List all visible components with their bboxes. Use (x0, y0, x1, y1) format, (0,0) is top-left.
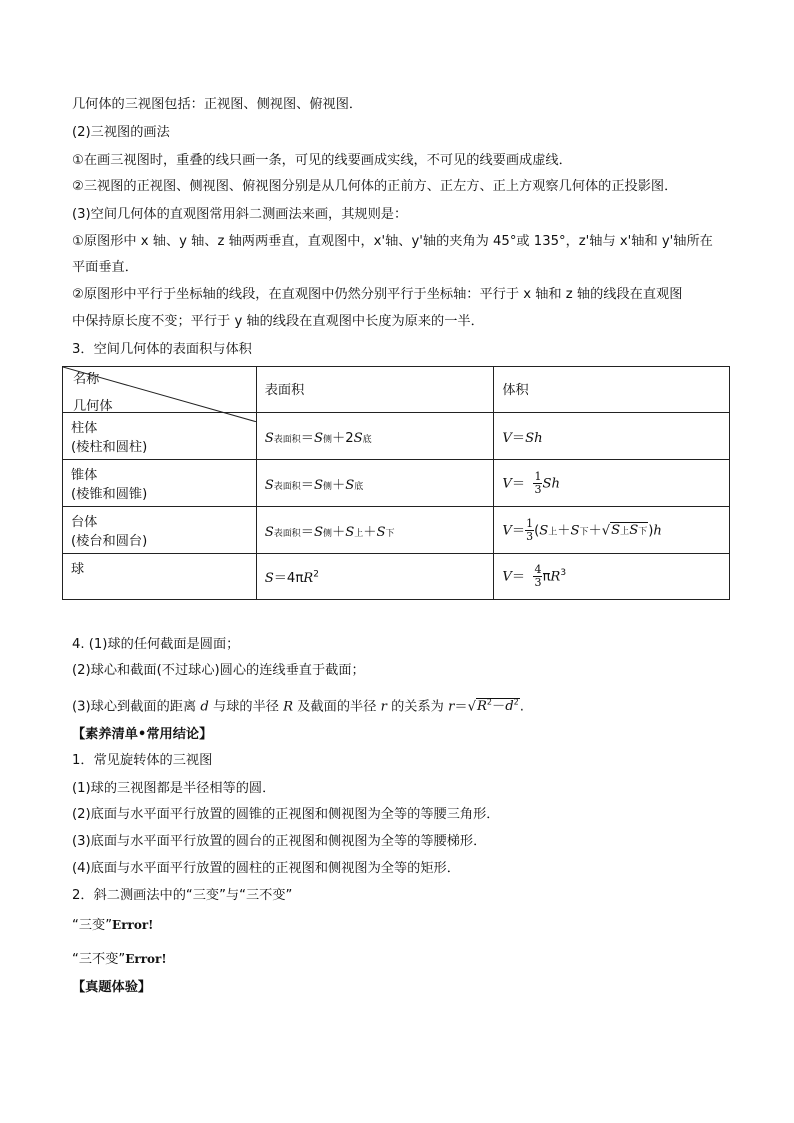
volume-formula: V＝ $\frac{1}{3}$ (S上＋S下＋√S上S下)h (494, 507, 730, 554)
section-heading: 3．空间几何体的表面积与体积 (72, 342, 252, 357)
row-name-cell (63, 507, 257, 554)
text-line: 平面垂直． (72, 260, 138, 275)
text-line: (3)球心到截面的距离 d 与球的半径 R 及截面的半径 r 的关系为 $r=√R^2-d^2$. (72, 698, 524, 715)
row-name: 球 (71, 562, 85, 577)
text-line (72, 916, 153, 935)
text-line: 几何体的三视图包括：正视图、侧视图、俯视图． (72, 97, 363, 112)
header-surface-area: 表面积 (256, 367, 494, 413)
row-sub: (棱锥和圆锥) (71, 487, 148, 502)
text-span: 的关系为 (391, 699, 444, 715)
surface-formula: $S=4\pi R^2$ (256, 554, 494, 600)
row-name: 台体 (71, 515, 98, 530)
text-span: 与球的半径 (213, 699, 279, 715)
header-top-label: 名称 (73, 372, 100, 387)
text-line: 4. (1)球的任何截面是圆面； (72, 637, 240, 652)
text-span: “三变” (72, 918, 113, 933)
text-line: (3)空间几何体的直观图常用斜二测画法来画，其规则是： (72, 207, 408, 222)
row-name: 柱体 (71, 421, 98, 436)
text-span: (3)球心到截面的距离 (72, 699, 197, 715)
text-line: ②三视图的正视图、侧视图、俯视图分别是从几何体的正前方、正左方、正上方观察几何体的正投影图． (72, 179, 678, 194)
text-line: (3)底面与水平面平行放置的圆台的正视图和侧视图为全等的等腰梯形． (72, 834, 487, 849)
surface-formula: S表面积＝S侧＋S底 (256, 460, 494, 507)
surface-formula: S表面积＝S侧＋S上＋S下 (256, 507, 494, 554)
text-line: (2)底面与水平面平行放置的圆锥的正视图和侧视图为全等的等腰三角形． (72, 807, 500, 822)
text-span: “三不变” (72, 952, 126, 967)
error-text: Error! (112, 918, 154, 932)
text-line: ①在画三视图时，重叠的线只画一条，可见的线要画成实线，不可见的线要画成虚线． (72, 153, 572, 168)
text-line: (2)球心和截面(不过球心)圆心的连线垂直于截面； (72, 663, 365, 678)
row-name-cell (63, 460, 257, 507)
text-line: 2．斜二测画法中的“三变”与“三不变” (72, 888, 293, 903)
row-name: 锥体 (71, 468, 98, 483)
text-line: (2)三视图的画法 (72, 125, 170, 140)
formula-table (62, 366, 730, 600)
volume-formula: V＝ $\frac{1}{3}$ Sh (494, 460, 730, 507)
section-heading: 【真题体验】 (72, 980, 152, 995)
text-line: ②原图形中平行于坐标轴的线段，在直观图中仍然分别平行于坐标轴：平行于 x 轴和 z 轴的线段在直观图 (72, 287, 683, 302)
surface-formula: S表面积＝S侧＋2S底 (256, 413, 494, 460)
section-heading: 【素养清单•常用结论】 (72, 727, 213, 742)
volume-formula: V＝Sh (494, 413, 730, 460)
header-volume: 体积 (494, 367, 730, 413)
error-text: Error! (125, 952, 167, 966)
volume-formula: V＝ $\frac{4}{3}$ $\pi R^3$ (494, 554, 730, 600)
row-sub: (棱柱和圆柱) (71, 440, 148, 455)
header-bottom-label: 几何体 (73, 399, 113, 414)
text-span: 及截面的半径 (297, 699, 377, 715)
text-line: ①原图形中 x 轴、y 轴、z 轴两两垂直，直观图中，x'轴、y'轴的夹角为 45°或 135°，z'轴与 x'轴和 y'轴所在 (72, 234, 713, 249)
text-line: 1．常见旋转体的三视图 (72, 753, 213, 768)
row-name-cell (63, 554, 257, 600)
diagonal-header-cell (63, 367, 257, 413)
text-line (72, 950, 167, 969)
row-sub: (棱台和圆台) (71, 534, 148, 549)
text-line: 中保持原长度不变；平行于 y 轴的线段在直观图中长度为原来的一半． (72, 314, 484, 329)
text-line: (4)底面与水平面平行放置的圆柱的正视图和侧视图为全等的矩形． (72, 861, 460, 876)
text-line: (1)球的三视图都是半径相等的圆． (72, 781, 276, 796)
